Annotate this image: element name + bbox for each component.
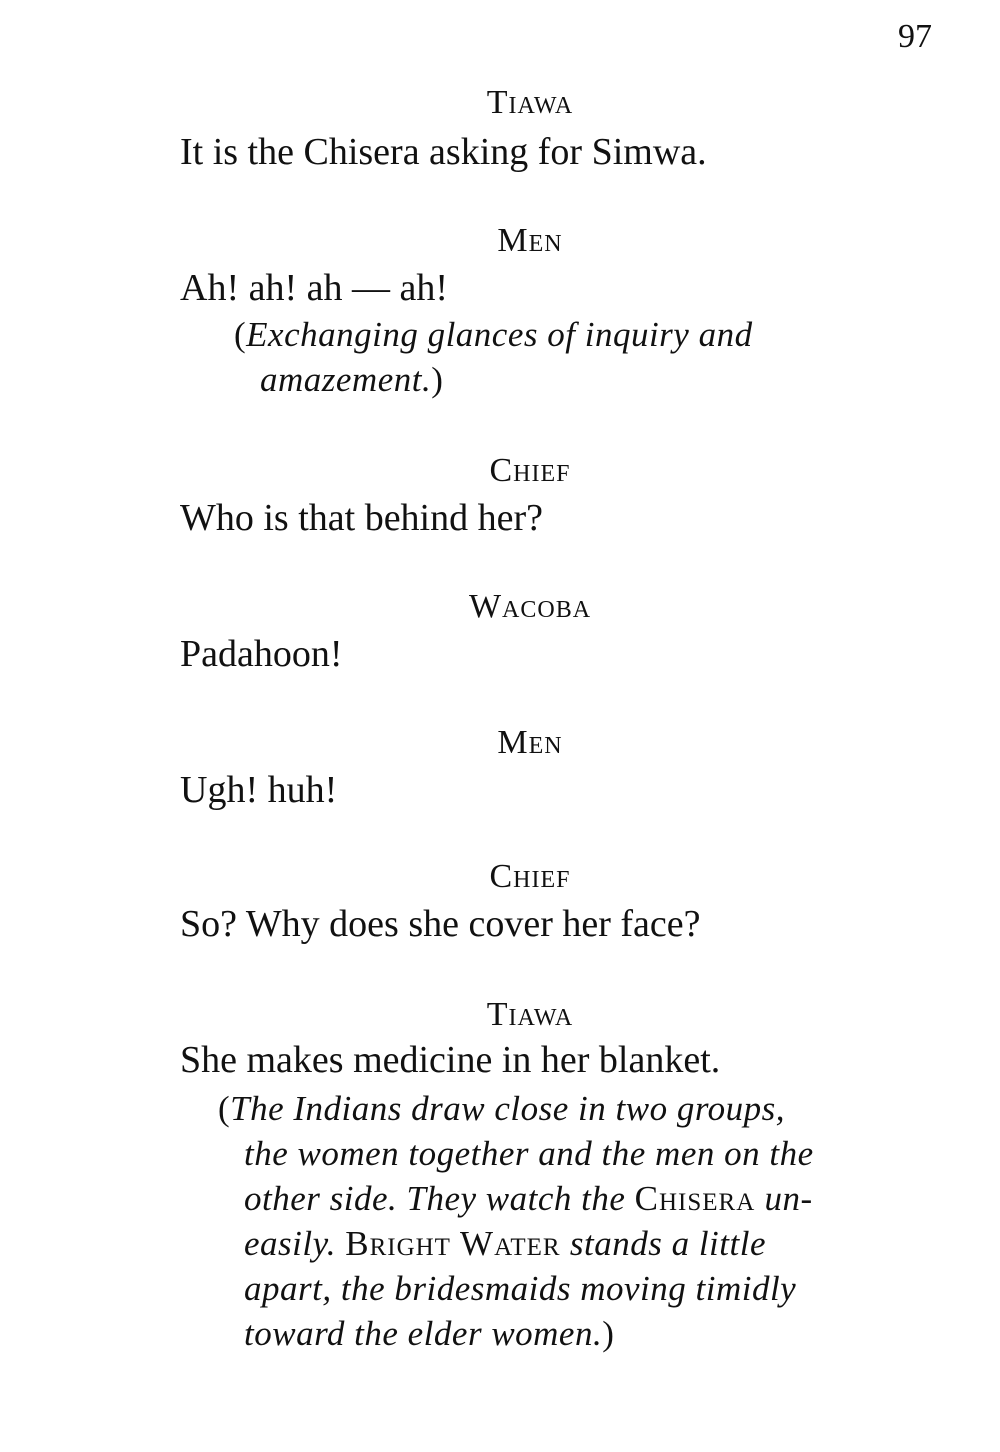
dialogue-line: Ah! ah! ah — ah!	[180, 267, 449, 309]
paren-open: (	[234, 315, 247, 354]
paren-close: )	[431, 360, 444, 399]
direction-text: toward the elder women.	[244, 1314, 603, 1353]
direction-text: The Indians draw close in two groups,	[230, 1089, 786, 1128]
character-name: Bright Water	[345, 1224, 561, 1263]
stage-direction: (The Indians draw close in two groups, the women together and the men on the other side. They watch the Chisera un- easily. Bright Water stands a little apart, the bridesmaids moving timidly toward the elder women.)	[218, 1089, 814, 1353]
speaker-name: Wacoba	[468, 588, 592, 625]
direction-text: easily.	[244, 1224, 336, 1263]
speaker-name: Chief	[489, 858, 571, 895]
speaker-name: Men	[497, 724, 563, 761]
dialogue-line: So? Why does she cover her face?	[180, 903, 701, 945]
character-name: Chisera	[634, 1179, 756, 1218]
dialogue-line: Who is that behind her?	[180, 497, 544, 539]
dialogue-line: Padahoon!	[180, 633, 343, 675]
dialogue-line: Ugh! huh!	[180, 769, 338, 811]
speaker-name: Chief	[489, 452, 571, 489]
speaker-name: Tiawa	[486, 84, 574, 121]
direction-text: Exchanging glances of inquiry and	[246, 315, 753, 354]
direction-text: other side. They watch the	[244, 1179, 626, 1218]
speaker-name: Tiawa	[486, 996, 574, 1033]
speaker-name: Men	[497, 222, 563, 259]
page-number: 97	[898, 18, 932, 55]
stage-direction	[234, 312, 924, 402]
dialogue-line: She makes medicine in her blanket.	[180, 1039, 721, 1081]
direction-text: un-	[764, 1179, 813, 1218]
dialogue-line: It is the Chisera asking for Simwa.	[180, 131, 707, 173]
direction-text: amazement.	[260, 360, 432, 399]
direction-text: apart, the bridesmaids moving timidly	[244, 1269, 797, 1308]
direction-text: the women together and the men on the	[244, 1134, 814, 1173]
direction-text: stands a little	[569, 1224, 766, 1263]
